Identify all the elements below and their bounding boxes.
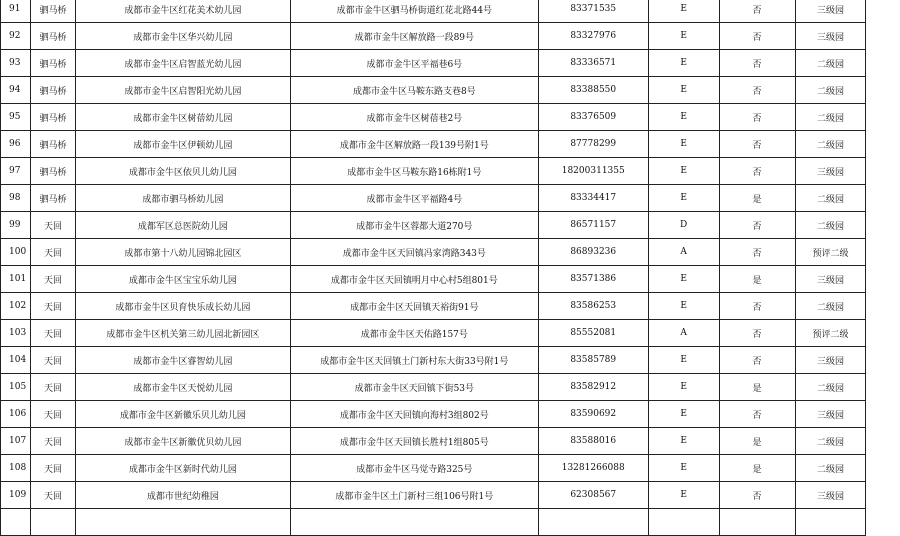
- address-cell: 成都市金牛区土门新村三组106号附1号: [290, 482, 538, 509]
- address-cell: 成都市金牛区马鞍东路支巷8号: [290, 77, 538, 104]
- trailing-blank-cell: [866, 509, 900, 536]
- trailing-blank-cell: [866, 104, 900, 131]
- trailing-blank-cell: [866, 293, 900, 320]
- address-cell: 成都市金牛区解放路一段139号附1号: [290, 131, 538, 158]
- table-body: [1, 0, 900, 536]
- category-code-cell: E: [648, 158, 719, 185]
- row-number-cell: 108: [1, 455, 31, 482]
- phone-number-cell: 83371535: [538, 0, 648, 23]
- category-code-cell: E: [648, 131, 719, 158]
- street-area-cell: 驷马桥: [30, 23, 75, 50]
- kindergarten-name-cell: 成都市金牛区伊顿幼儿园: [75, 131, 290, 158]
- row-number-cell: 100: [1, 239, 31, 266]
- table-row: [1, 401, 900, 428]
- street-area-cell: 天回: [30, 239, 75, 266]
- yes-no-flag-cell: 是: [719, 266, 795, 293]
- row-number-cell: 92: [1, 23, 31, 50]
- trailing-blank-cell: [866, 401, 900, 428]
- phone-number-cell: 83588016: [538, 428, 648, 455]
- row-number-cell: 95: [1, 104, 31, 131]
- grade-level-cell: 二级园: [795, 455, 866, 482]
- address-cell: [290, 509, 538, 536]
- category-code-cell: E: [648, 401, 719, 428]
- street-area-cell: 天回: [30, 320, 75, 347]
- category-code-cell: A: [648, 320, 719, 347]
- street-area-cell: [30, 509, 75, 536]
- row-number-cell: 96: [1, 131, 31, 158]
- category-code-cell: E: [648, 0, 719, 23]
- trailing-blank-cell: [866, 455, 900, 482]
- table-row: [1, 428, 900, 455]
- grade-level-cell: 二级园: [795, 131, 866, 158]
- table-row: [1, 185, 900, 212]
- table-row: [1, 131, 900, 158]
- kindergarten-name-cell: 成都市金牛区依贝儿幼儿园: [75, 158, 290, 185]
- address-cell: 成都市金牛区平福巷6号: [290, 50, 538, 77]
- kindergarten-name-cell: 成都市驷马桥幼儿园: [75, 185, 290, 212]
- yes-no-flag-cell: 否: [719, 104, 795, 131]
- category-code-cell: E: [648, 455, 719, 482]
- grade-level-cell: 三级园: [795, 23, 866, 50]
- phone-number-cell: 83327976: [538, 23, 648, 50]
- row-number-cell: 93: [1, 50, 31, 77]
- trailing-blank-cell: [866, 212, 900, 239]
- phone-number-cell: 83571386: [538, 266, 648, 293]
- table-row: [1, 23, 900, 50]
- table-row: [1, 104, 900, 131]
- trailing-blank-cell: [866, 482, 900, 509]
- grade-level-cell: 三级园: [795, 482, 866, 509]
- yes-no-flag-cell: 否: [719, 239, 795, 266]
- yes-no-flag-cell: 否: [719, 347, 795, 374]
- table-row: [1, 0, 900, 23]
- category-code-cell: [648, 509, 719, 536]
- grade-level-cell: 二级园: [795, 185, 866, 212]
- yes-no-flag-cell: 否: [719, 212, 795, 239]
- trailing-blank-cell: [866, 0, 900, 23]
- phone-number-cell: 83582912: [538, 374, 648, 401]
- grade-level-cell: 二级园: [795, 77, 866, 104]
- phone-number-cell: 83585789: [538, 347, 648, 374]
- row-number-cell: 109: [1, 482, 31, 509]
- yes-no-flag-cell: 否: [719, 482, 795, 509]
- trailing-blank-cell: [866, 158, 900, 185]
- trailing-blank-cell: [866, 239, 900, 266]
- grade-level-cell: 二级园: [795, 104, 866, 131]
- grade-level-cell: 二级园: [795, 428, 866, 455]
- grade-level-cell: 二级园: [795, 374, 866, 401]
- yes-no-flag-cell: 否: [719, 23, 795, 50]
- kindergarten-name-cell: 成都市世纪幼稚园: [75, 482, 290, 509]
- address-cell: 成都市金牛区天回镇向海村3组802号: [290, 401, 538, 428]
- trailing-blank-cell: [866, 374, 900, 401]
- phone-number-cell: [538, 509, 648, 536]
- grade-level-cell: 二级园: [795, 50, 866, 77]
- grade-level-cell: 三级园: [795, 401, 866, 428]
- address-cell: 成都市金牛区天回镇冯家湾路343号: [290, 239, 538, 266]
- street-area-cell: 天回: [30, 347, 75, 374]
- row-number-cell: 101: [1, 266, 31, 293]
- kindergarten-name-cell: 成都市金牛区睿智幼儿园: [75, 347, 290, 374]
- category-code-cell: E: [648, 374, 719, 401]
- table-row: [1, 374, 900, 401]
- table-row: [1, 347, 900, 374]
- table-row: [1, 212, 900, 239]
- grade-level-cell: 三级园: [795, 158, 866, 185]
- grade-level-cell: 三级园: [795, 266, 866, 293]
- street-area-cell: 天回: [30, 455, 75, 482]
- category-code-cell: E: [648, 77, 719, 104]
- trailing-blank-cell: [866, 428, 900, 455]
- street-area-cell: 天回: [30, 401, 75, 428]
- yes-no-flag-cell: 否: [719, 0, 795, 23]
- yes-no-flag-cell: 否: [719, 131, 795, 158]
- category-code-cell: E: [648, 23, 719, 50]
- trailing-blank-cell: [866, 23, 900, 50]
- yes-no-flag-cell: 否: [719, 50, 795, 77]
- address-cell: 成都市金牛区天回镇下街53号: [290, 374, 538, 401]
- kindergarten-name-cell: [75, 509, 290, 536]
- row-number-cell: 106: [1, 401, 31, 428]
- street-area-cell: 天回: [30, 428, 75, 455]
- table-row: [1, 320, 900, 347]
- grade-level-cell: 预评二级: [795, 239, 866, 266]
- category-code-cell: D: [648, 212, 719, 239]
- kindergarten-name-cell: 成都市金牛区新徽优贝幼儿园: [75, 428, 290, 455]
- yes-no-flag-cell: 是: [719, 374, 795, 401]
- street-area-cell: 天回: [30, 212, 75, 239]
- row-number-cell: 103: [1, 320, 31, 347]
- address-cell: 成都市金牛区天回镇土门新村东大街33号附1号: [290, 347, 538, 374]
- grade-level-cell: 二级园: [795, 212, 866, 239]
- address-cell: 成都市金牛区驷马桥街道红花北路44号: [290, 0, 538, 23]
- grade-level-cell: [795, 509, 866, 536]
- phone-number-cell: 83388550: [538, 77, 648, 104]
- kindergarten-name-cell: 成都军区总医院幼儿园: [75, 212, 290, 239]
- yes-no-flag-cell: 否: [719, 158, 795, 185]
- kindergarten-name-cell: 成都市金牛区华兴幼儿园: [75, 23, 290, 50]
- street-area-cell: 驷马桥: [30, 131, 75, 158]
- row-number-cell: 104: [1, 347, 31, 374]
- grade-level-cell: 二级园: [795, 293, 866, 320]
- trailing-blank-cell: [866, 50, 900, 77]
- table-row: [1, 158, 900, 185]
- address-cell: 成都市金牛区天回镇天裕街91号: [290, 293, 538, 320]
- category-code-cell: E: [648, 293, 719, 320]
- address-cell: 成都市金牛区马鞍东路16栋附1号: [290, 158, 538, 185]
- phone-number-cell: 83586253: [538, 293, 648, 320]
- row-number-cell: 97: [1, 158, 31, 185]
- table-row: [1, 239, 900, 266]
- address-cell: 成都市金牛区解放路一段89号: [290, 23, 538, 50]
- yes-no-flag-cell: 是: [719, 428, 795, 455]
- grade-level-cell: 三级园: [795, 347, 866, 374]
- kindergarten-name-cell: 成都市第十八幼儿园锦北园区: [75, 239, 290, 266]
- kindergarten-name-cell: 成都市金牛区红花美术幼儿园: [75, 0, 290, 23]
- kindergarten-name-cell: 成都市金牛区贝育快乐成长幼儿园: [75, 293, 290, 320]
- yes-no-flag-cell: 否: [719, 77, 795, 104]
- category-code-cell: E: [648, 50, 719, 77]
- yes-no-flag-cell: 否: [719, 401, 795, 428]
- table-row: [1, 455, 900, 482]
- grade-level-cell: 预评二级: [795, 320, 866, 347]
- street-area-cell: 天回: [30, 266, 75, 293]
- kindergarten-name-cell: 成都市金牛区新时代幼儿园: [75, 455, 290, 482]
- kindergarten-name-cell: 成都市金牛区树蓓幼儿园: [75, 104, 290, 131]
- row-number-cell: 105: [1, 374, 31, 401]
- kindergarten-name-cell: 成都市金牛区启智蓝光幼儿园: [75, 50, 290, 77]
- table-row: [1, 266, 900, 293]
- row-number-cell: 98: [1, 185, 31, 212]
- category-code-cell: E: [648, 347, 719, 374]
- kindergarten-name-cell: 成都市金牛区新徽乐贝儿幼儿园: [75, 401, 290, 428]
- category-code-cell: E: [648, 482, 719, 509]
- table-row: [1, 482, 900, 509]
- row-number-cell: [1, 509, 31, 536]
- street-area-cell: 驷马桥: [30, 185, 75, 212]
- yes-no-flag-cell: 是: [719, 185, 795, 212]
- yes-no-flag-cell: 否: [719, 320, 795, 347]
- phone-number-cell: 86893236: [538, 239, 648, 266]
- street-area-cell: 驷马桥: [30, 158, 75, 185]
- address-cell: 成都市金牛区平福路4号: [290, 185, 538, 212]
- kindergarten-name-cell: 成都市金牛区机关第三幼儿园北新园区: [75, 320, 290, 347]
- kindergarten-name-cell: 成都市金牛区天悦幼儿园: [75, 374, 290, 401]
- yes-no-flag-cell: 是: [719, 455, 795, 482]
- address-cell: 成都市金牛区树蓓巷2号: [290, 104, 538, 131]
- address-cell: 成都市金牛区蓉都大道270号: [290, 212, 538, 239]
- category-code-cell: E: [648, 104, 719, 131]
- category-code-cell: E: [648, 266, 719, 293]
- phone-number-cell: 87778299: [538, 131, 648, 158]
- phone-number-cell: 62308567: [538, 482, 648, 509]
- row-number-cell: 102: [1, 293, 31, 320]
- table-row: [1, 77, 900, 104]
- category-code-cell: E: [648, 185, 719, 212]
- address-cell: 成都市金牛区天佑路157号: [290, 320, 538, 347]
- table-row: [1, 50, 900, 77]
- trailing-blank-cell: [866, 77, 900, 104]
- category-code-cell: E: [648, 428, 719, 455]
- row-number-cell: 99: [1, 212, 31, 239]
- yes-no-flag-cell: 否: [719, 293, 795, 320]
- phone-number-cell: 83336571: [538, 50, 648, 77]
- grade-level-cell: 三级园: [795, 0, 866, 23]
- phone-number-cell: 13281266088: [538, 455, 648, 482]
- address-cell: 成都市金牛区马觉寺路325号: [290, 455, 538, 482]
- phone-number-cell: 18200311355: [538, 158, 648, 185]
- street-area-cell: 驷马桥: [30, 50, 75, 77]
- address-cell: 成都市金牛区天回镇长胜村1组805号: [290, 428, 538, 455]
- trailing-blank-cell: [866, 185, 900, 212]
- trailing-blank-cell: [866, 320, 900, 347]
- row-number-cell: 91: [1, 0, 31, 23]
- trailing-blank-cell: [866, 347, 900, 374]
- kindergarten-name-cell: 成都市金牛区宝宝乐幼儿园: [75, 266, 290, 293]
- street-area-cell: 天回: [30, 374, 75, 401]
- street-area-cell: 天回: [30, 482, 75, 509]
- table-row: [1, 293, 900, 320]
- street-area-cell: 驷马桥: [30, 77, 75, 104]
- trailing-blank-cell: [866, 131, 900, 158]
- phone-number-cell: 83376509: [538, 104, 648, 131]
- trailing-blank-cell: [866, 266, 900, 293]
- street-area-cell: 驷马桥: [30, 0, 75, 23]
- street-area-cell: 驷马桥: [30, 104, 75, 131]
- phone-number-cell: 83590692: [538, 401, 648, 428]
- row-number-cell: 107: [1, 428, 31, 455]
- phone-number-cell: 86571157: [538, 212, 648, 239]
- phone-number-cell: 85552081: [538, 320, 648, 347]
- category-code-cell: A: [648, 239, 719, 266]
- street-area-cell: 天回: [30, 293, 75, 320]
- table-row: [1, 509, 900, 536]
- address-cell: 成都市金牛区天回镇明月中心村5组801号: [290, 266, 538, 293]
- kindergarten-name-cell: 成都市金牛区启智阳光幼儿园: [75, 77, 290, 104]
- row-number-cell: 94: [1, 77, 31, 104]
- phone-number-cell: 83334417: [538, 185, 648, 212]
- yes-no-flag-cell: [719, 509, 795, 536]
